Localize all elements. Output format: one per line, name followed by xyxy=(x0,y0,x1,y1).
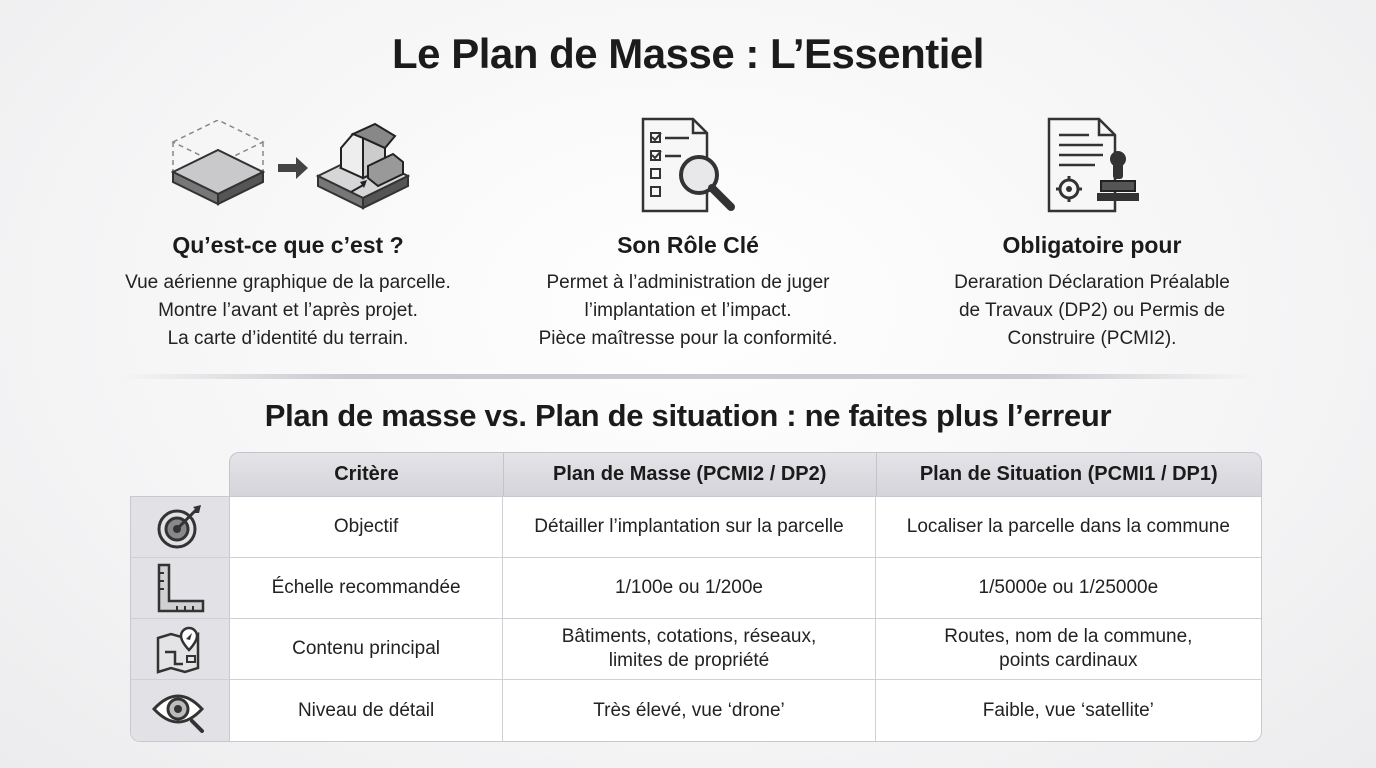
column-heading: Obligatoire pour xyxy=(1002,232,1182,258)
table-body xyxy=(130,496,1262,742)
table-header xyxy=(229,452,1262,496)
info-column-required xyxy=(892,110,1292,353)
header-plan-situation: Plan de Situation (PCMI1 / DP1) xyxy=(919,463,1218,485)
masse-cell: 1/100e ou 1/200e xyxy=(503,558,875,618)
section-divider xyxy=(120,374,1256,379)
masse-cell: Détailler l’implantation sur la parcelle xyxy=(503,497,875,557)
eye-icon xyxy=(131,680,230,742)
criterion-cell: Niveau de détail xyxy=(230,680,504,742)
info-column-role xyxy=(488,110,888,353)
header-plan-masse: Plan de Masse (PCMI2 / DP2) xyxy=(504,453,877,496)
page-title: Le Plan de Masse : L’Essentiel xyxy=(392,30,984,77)
situation-cell: Faible, vue ‘satellite’ xyxy=(982,700,1154,721)
target-icon xyxy=(131,497,230,557)
criterion-cell: Objectif xyxy=(230,497,504,557)
comparison-table xyxy=(130,452,1262,742)
info-column-definition xyxy=(88,110,488,353)
table-row xyxy=(131,558,1261,619)
column-heading: Son Rôle Clé xyxy=(617,232,759,258)
column-heading: Qu’est-ce que c’est ? xyxy=(172,232,404,258)
table-row xyxy=(131,680,1261,742)
table-row xyxy=(131,619,1261,680)
ruler-square-icon xyxy=(131,558,230,618)
table-row xyxy=(131,497,1261,558)
criterion-cell: Contenu principal xyxy=(230,619,504,679)
section-title: Plan de masse vs. Plan de situation : ne faites plus l’erreur xyxy=(264,398,1112,433)
column-text: Deraration Déclaration Préalable de Travaux (DP2) ou Permis de Construire (PCMI2). xyxy=(954,272,1230,349)
masse-cell: Très élevé, vue ‘drone’ xyxy=(503,680,875,742)
situation-cell: Localiser la parcelle dans la commune xyxy=(906,516,1230,537)
document-stamp-icon xyxy=(892,110,1292,220)
situation-cell: 1/5000e ou 1/25000e xyxy=(978,577,1159,598)
checklist-magnifier-icon xyxy=(488,110,888,220)
map-pin-icon xyxy=(131,619,230,679)
header-criterion: Critère xyxy=(230,453,504,496)
criterion-cell: Échelle recommandée xyxy=(230,558,504,618)
parcel-to-house-icon xyxy=(88,110,488,220)
column-text: Permet à l’administration de juger l’implantation et l’impact. Pièce maîtresse pour la conformité. xyxy=(538,272,838,349)
situation-cell: Routes, nom de la commune, points cardinaux xyxy=(944,626,1193,671)
masse-cell: Bâtiments, cotations, réseaux, limites de propriété xyxy=(503,619,875,679)
column-text: Vue aérienne graphique de la parcelle. Montre l’avant et l’après projet. La carte d’identité du terrain. xyxy=(125,272,451,349)
